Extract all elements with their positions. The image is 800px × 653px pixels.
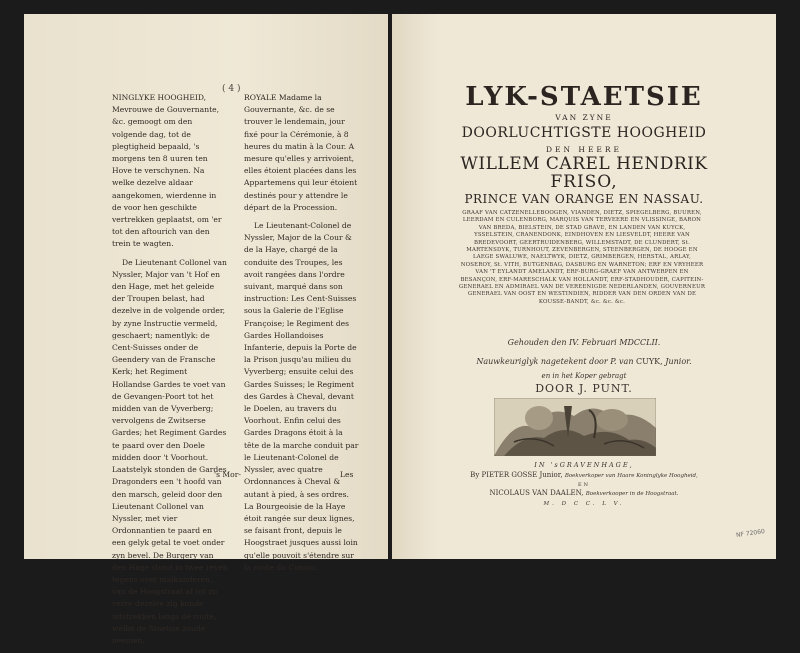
publisher-2-name: NICOLAUS VAN DAALEN, <box>489 489 584 497</box>
page-number: ( 4 ) <box>222 84 241 94</box>
dutch-paragraph: De Lieutenant Collonel van Nyssler, Major van 't Hof en den Hage, met het geleide der Troupen belast, had dezelve in de volgende order, by zyne Instructie vermeld, geschaert; namentlyk: de Cent-Suisses onder de Geendery van de Fransche Kerk; het Regiment Hollandse Gardes te voet van de Gevangen-Poort tot het midden van de Vyverberg; vervolgens de Zwitserse Gardes; het Regiment Gardes te paard over den Doele midden door 't Voorhout. Laatstelyk stonden de Gardes Dragonders een 't hoofd van den marsch, geleid door den Lieutenant Collonel van Nyssler, met vier Ordonnantien te paard en een gelyk getal te voet onder zyn bevel. De Burgery van den Hage stond in twee reyen tegens over malkanderen, van de Hoogstraat af tot zo verre dezelve zig konde uitstrekken langs de route, welke de Staetsie zoude neemen. <box>112 257 228 645</box>
dutch-text-column <box>112 92 228 653</box>
publisher-1-name: By PIETER GOSSE Junior, <box>470 471 563 479</box>
subtitle-hoogheid: DOORLUCHTIGSTE HOOGHEID <box>461 125 707 141</box>
drawn-by-name: CUYK <box>636 357 661 366</box>
drawn-by-prefix: Nauwkeuriglyk nagetekent door P. van <box>476 357 634 366</box>
date-line: Gehouden den IV. Februari MDCCLII. <box>507 338 661 347</box>
drawn-by-suffix: , Junior. <box>660 357 692 366</box>
french-paragraph: ROYALE Madame la Gouvernante, &c. de se trouver le lendemain, jour fixé pour la Cérémonie, à 8 heures du matin à la Cour. A mesure qu'elles y arrivoient, elles étoient placées dans les Appartemens qui leur étoient destinés pour y attendre le départ de la Procession. <box>244 93 358 212</box>
dutch-paragraph: NINGLYKE HOOGHEID, Mevrouwe de Gouvernante, &c. gemoogt om den volgende dag, tot de plegtigheid bepaald, 's morgens ten 8 uuren ten Hove te verschynen. Na welke dezelve aldaar aangekomen, wierdenne in de voor hen geschikte vertrekken geplaatst, om 'er tot den aftourich van den trein te wagten. <box>112 93 222 249</box>
imprint-publisher-2 <box>392 489 776 497</box>
publisher-2-role: Boekverkooper in de Hoogstraat. <box>585 491 679 497</box>
imprint-year: M. D C C. L V. <box>543 501 625 507</box>
subtitle-den-heere: DEN HEERE <box>545 145 623 154</box>
engraver-name: DOOR J. PUNT. <box>535 382 633 395</box>
imprint-and: EN <box>577 482 591 488</box>
drawn-by-line <box>392 357 776 366</box>
catchword-left: 's Mor- <box>214 470 241 479</box>
french-paragraph: Le Lieutenant-Colonel de Nyssler, Major de la Cour & de la Haye, chargé de la conduite des Troupes, les avoit rangées dans l'ordre suivant, marqué dans son instruction: Les Cent-Suisses sous la Galerie de l'Eglise Françoise; le Regiment des Gardes Hollandoises Infanterie, depuis la Porte de la Prison jusqu'au milieu du Vyverberg; ensuite celui des Gardes Suisses; le Regiment des Gardes à Cheval, devant le Doelen, au travers du Voorhout. Enfin celui des Gardes Dragons étoit à la tête de la marche conduit par le Lieutenant-Colonel de Nyssler, avec quatre Ordonnances à Cheval & autant à pied, à ses ordres. La Bourgeoisie de la Haye étoit rangée sur deux lignes, se faisant front, depuis le Hoogstraet jusques aussi loin qu'elle pouvoit s'étendre sur la route du Convoi. <box>244 221 359 572</box>
prince-name: WILLEM CAREL HENDRIK <box>460 154 708 174</box>
imprint-city: IN 'sGRAVENHAGE, <box>534 461 634 469</box>
allegorical-vignette-image <box>494 398 656 456</box>
french-text-column <box>244 92 360 580</box>
archive-stamp: NF 72060 <box>735 528 766 539</box>
subtitle-van-zyne: VAN ZYNE <box>555 113 613 122</box>
imprint-publisher-1 <box>392 471 776 479</box>
engraved-line: en in het Koper gebragt <box>541 372 627 380</box>
publisher-1-role: Boekverkoper van Haare Koninglyke Hoogheid, <box>564 473 698 479</box>
prince-title: PRINCE VAN ORANGE EN NASSAU. <box>464 192 704 206</box>
honorific-titles: GRAAF VAN CATZENELLEBOOGEN, VIANDEN, DIETZ, SPIEGELBERG, BUUREN, LEERDAM EN CULENBORG, MARQUIS VAN TERVEERE EN VLISSINGE, BARON VAN BREDA, BIELSTEIN, DE STAD GRAVE, EN LANDEN VAN KUYCK, YSSELSTEIN, CRANENDONK, EINDHOVEN EN LIESVELDT, HEERE VAN BREDEVOORT, GEERTRUIDENBERG, WILLEMSTADT, DE CLUNDERT, St. MARTENSDYK, TURNHOUT, ZEVENBERGEN, STEENBERGEN, DE HOOGE EN LAEGE SWALUWE, NAELTWYK, DIETZ, GRIMBERGEN, HERSTAL, ARLAY, NOSEROY, St. VITH, BUTGENBAG, DASBURG EN WARNETON; ERF EN VRYHEER VAN 'T EYLANDT AMELANDT, ERF-BURG-GRAEF VAN ANTWERPEN EN BESANÇON, ERF-MARESCHALK VAN HOLLANDT, ERF-STADHOUDER, CAPITEIN-GENERAEL EN ADMIRAEL VAN DE VEREENIGDE NEDERLANDEN, GOUVERNEUR GENERAEL VAN OOST EN WESTINDIEN, RIDDER VAN DEN ORDEN VAN DE KOUSSE-BANDT, &c. &c. &c. <box>458 210 706 305</box>
catchword-right: Les <box>340 470 354 479</box>
main-title: LYK-STAETSIE <box>465 82 703 112</box>
prince-name-2: FRISO, <box>550 172 618 192</box>
